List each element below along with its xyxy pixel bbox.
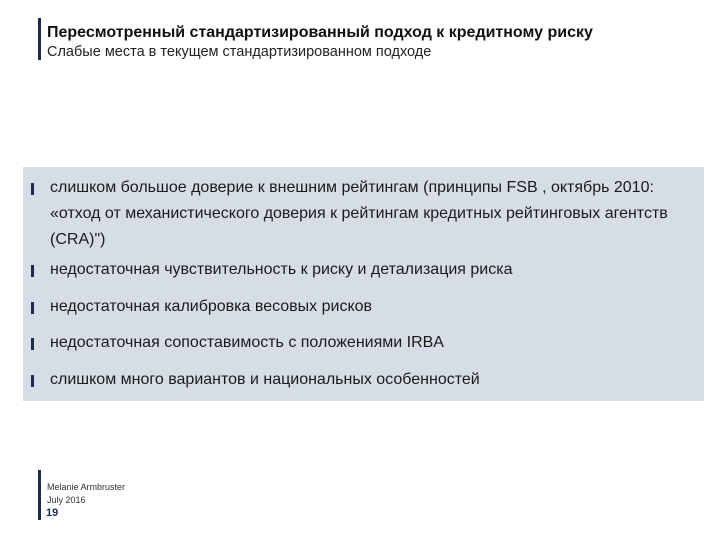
bullet-marker-icon <box>31 302 34 314</box>
bullet-marker-icon <box>31 375 34 387</box>
bullet-text: недостаточная калибровка весовых рисков <box>50 298 373 315</box>
slide-subtitle: Слабые места в текущем стандартизированном подходе <box>47 44 432 60</box>
bullet-text: слишком большое доверие к внешним рейтингам (принципы FSB , октябрь 2010: «отход от механистического доверия к рейтингам кредитных рейтинговых агентств (CRA)") <box>50 179 668 248</box>
bullet-text: слишком много вариантов и национальных особенностей <box>50 371 480 388</box>
bullet-text: недостаточная сопоставимость с положениями IRBA <box>50 334 444 351</box>
slide-title: Пересмотренный стандартизированный подход к кредитному риску <box>47 24 593 41</box>
bullet-marker-icon <box>31 338 34 350</box>
footer-accent-bar <box>38 470 41 520</box>
content-panel <box>23 167 704 401</box>
footer-author: Melanie Armbruster <box>47 482 126 492</box>
bullet-text: недостаточная чувствительность к риску и детализация риска <box>50 261 513 278</box>
footer-date: July 2016 <box>47 495 86 505</box>
bullet-marker-icon <box>31 183 34 195</box>
page-number: 19 <box>46 507 59 519</box>
title-accent-bar <box>38 18 41 60</box>
bullet-marker-icon <box>31 265 34 277</box>
